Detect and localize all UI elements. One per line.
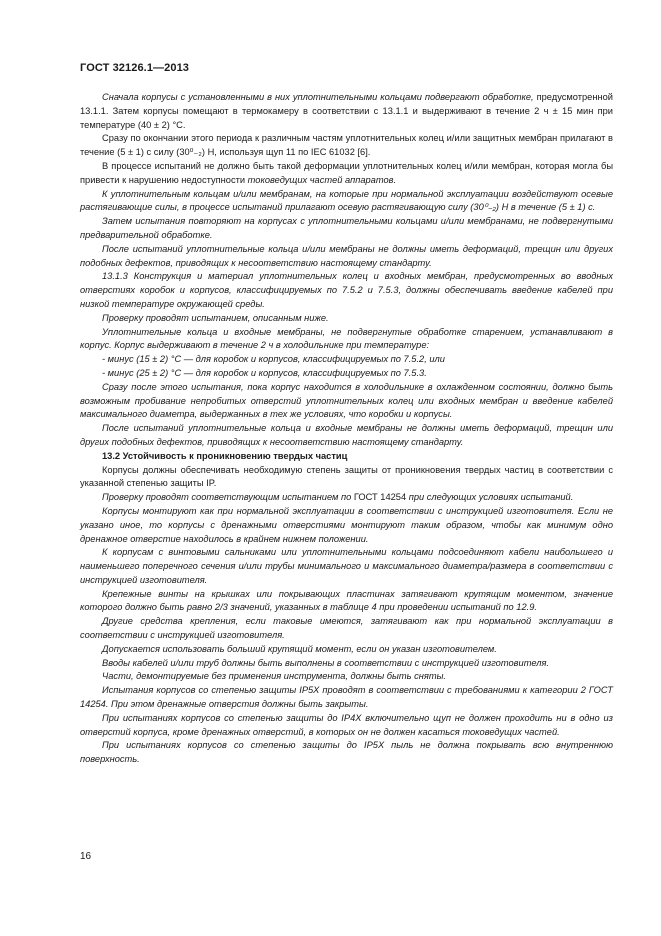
text-run: Испытания корпусов со степенью защиты IP5X проводят в соответствии с требованиями к категории 2 ГОСТ 14254. При этом дренажные отверстия должны быть закрыты. bbox=[80, 685, 613, 710]
text-run: Проверку проводят испытанием, описанным ниже. bbox=[102, 312, 329, 323]
text-run: 13.2 Устойчивость к проникновению твердых частиц bbox=[102, 450, 348, 461]
text-run: В процессе испытаний не должно быть такой деформации уплотнительных колец и/или мембран, которая могла бы привести к нарушению недоступности bbox=[80, 160, 613, 185]
text-run: Другие средства крепления, если таковые имеются, затягивают как при нормальной эксплуатации в соответствии с инструкцией изготовителя. bbox=[80, 616, 613, 641]
paragraph bbox=[80, 270, 613, 311]
paragraph bbox=[80, 367, 613, 381]
text-run: Вводы кабелей и/или труб должны быть выполнены в соответствии с инструкцией изготовителя. bbox=[102, 657, 550, 668]
paragraph bbox=[80, 615, 613, 643]
text-run: Сначала корпусы с установленными в них уплотнительными кольцами подвергают обработке, bbox=[102, 92, 534, 102]
paragraph bbox=[80, 312, 613, 326]
text-run: После испытаний уплотнительные кольца и/или мембраны не должны иметь деформаций, трещин или других подобных дефектов, приводящих к несоответствию настоящему стандарту. bbox=[80, 243, 613, 268]
text-run: Крепежные винты на крышках или покрывающих пластинах затягивают крутящим моментом, значение которого должно быть равно 2/3 значений, указанных в таблице 4 при проведении испытаний по 12.9. bbox=[80, 588, 613, 613]
paragraph bbox=[80, 491, 613, 505]
paragraph bbox=[80, 215, 613, 243]
text-run: ГОСТ 14254 bbox=[351, 492, 409, 503]
document-body bbox=[80, 91, 613, 767]
text-run: Проверку проводят соответствующим испытанием по bbox=[102, 492, 352, 503]
paragraph bbox=[80, 243, 613, 271]
text-run: - минус (25 ± 2) °С — для коробок и корпусов, классифицируемых по 7.5.3. bbox=[102, 367, 427, 378]
page-header-title: ГОСТ 32126.1—2013 bbox=[80, 62, 190, 74]
section-heading bbox=[80, 450, 613, 464]
text-run: Части, демонтируемые без применения инструмента, должны быть сняты. bbox=[102, 671, 446, 682]
text-run: токоведущих частей аппаратов. bbox=[247, 174, 397, 185]
text-run: 13.1.3 Конструкция и материал уплотнительных колец и входных мембран, предусмотренных во вводных отверстиях коробок и корпусов, классифицируемых по 7.5.2 и 7.5.3, должны обеспечивать введение кабелей при низкой температуре окружающей среды. bbox=[80, 271, 613, 309]
text-run: Сразу после этого испытания, пока корпус находится в холодильнике в охлажденном состоянии, должно быть возможным пробивание непробитых отверстий уплотнительных колец или входных мембран и введение кабелей максимального диаметра, выдержанных в тех же условиях, что коробки и корпусы. bbox=[80, 381, 613, 420]
text-run: Допускается использовать больший крутящий момент, если он указан изготовителем. bbox=[102, 643, 497, 654]
paragraph bbox=[80, 546, 613, 587]
text-run: Корпусы монтируют как при нормальной эксплуатации в соответствии с инструкцией изготовителя. Если не указано иное, то корпусы с дренажными отверстиями монтируют таким образом, чтобы как минимум одно дренажное отверстие находилось в крайнем нижнем положении. bbox=[80, 505, 613, 544]
paragraph bbox=[80, 505, 613, 546]
text-run: К корпусам с винтовыми сальниками или уплотнительными кольцами подсоединяют кабели наибольшего и наименьшего поперечного сечения и/или трубы минимального и максимального диаметра/размера в соответствии с инструкцией изготовителя. bbox=[80, 547, 613, 585]
text-run: При испытаниях корпусов со степенью защиты до IP4X включительно щуп не должен проходить ни в одно из отверстий корпуса, кроме дренажных отверстий, в которых он не должен касаться токоведущих частей. bbox=[80, 712, 613, 737]
paragraph bbox=[80, 188, 613, 216]
paragraph bbox=[80, 643, 613, 657]
text-run: - минус (15 ± 2) °С — для коробок и корпусов, классифицируемых по 7.5.2, или bbox=[102, 354, 445, 365]
paragraph bbox=[80, 739, 613, 767]
text-run: предусмотренной 13.1.1. Затем корпусы помещают в термокамеру в соответствии с 13.1.1 и выдерживают в течение 2 ч ± 15 мин при температуре (40 ± 2) °С. bbox=[80, 92, 613, 130]
paragraph bbox=[80, 91, 613, 132]
paragraph bbox=[80, 588, 613, 616]
text-run: После испытаний уплотнительные кольца и входные мембраны не должны иметь деформаций, трещин или других подобных дефектов, приводящих к несоответствию настоящему стандарту. bbox=[80, 423, 613, 447]
paragraph bbox=[80, 422, 613, 450]
paragraph bbox=[80, 712, 613, 740]
paragraph bbox=[80, 353, 613, 367]
paragraph bbox=[80, 684, 613, 712]
paragraph bbox=[80, 381, 613, 422]
text-run: при следующих условиях испытаний. bbox=[408, 492, 574, 503]
text-run: К уплотнительным кольцам и/или мембранам, на которые при нормальной эксплуатации воздействуют осевые растягивающие силы, в процессе испытаний прилагают осевую растягивающую силу (30⁰₋₂) Н в течение (5 ± 1) с. bbox=[80, 188, 613, 213]
text-run: Затем испытания повторяют на корпусах с уплотнительными кольцами и/или мембранами, не подвергнутыми предварительной обработке. bbox=[80, 216, 613, 240]
paragraph bbox=[80, 132, 613, 160]
paragraph bbox=[80, 657, 613, 671]
paragraph bbox=[80, 670, 613, 684]
paragraph bbox=[80, 464, 613, 492]
text-run: При испытаниях корпусов со степенью защиты до IP5X пыль не должна покрывать всю внутреннюю поверхность. bbox=[80, 740, 613, 765]
text-run: Корпусы должны обеспечивать необходимую степень защиты от проникновения твердых частиц в соответствии с указанной степенью защиты IP. bbox=[80, 464, 613, 489]
text-run: Сразу по окончании этого периода к различным частям уплотнительных колец и/или защитных мембран прилагают в течение (5 ± 1) с силу (30⁰₋₂) Н, используя щуп 11 по IEC 61032 [6]. bbox=[80, 133, 613, 158]
page-number: 16 bbox=[80, 851, 92, 862]
paragraph bbox=[80, 326, 613, 354]
paragraph bbox=[80, 160, 613, 188]
text-run: Уплотнительные кольца и входные мембраны, не подвергнутые обработке старением, устанавливают в корпус. Корпус выдерживают в течение 2 ч в холодильнике при температуре: bbox=[80, 326, 613, 351]
